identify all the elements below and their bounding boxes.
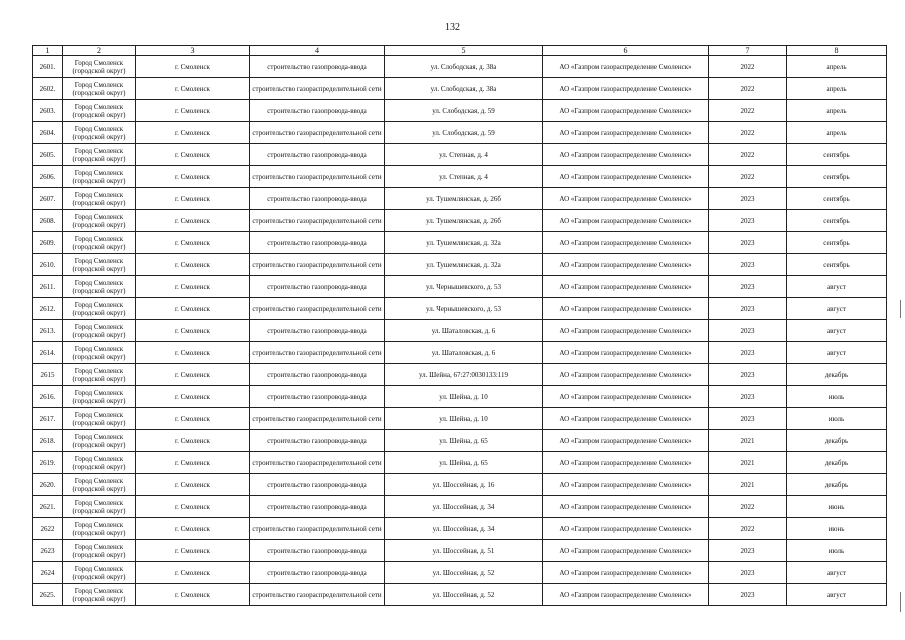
row-number: 2610. — [33, 254, 63, 276]
object-cell: строительство газораспределительной сети — [250, 408, 385, 430]
address-cell: ул. Тушемлянская, д. 26б — [385, 210, 543, 232]
locality-cell: г. Смоленск — [136, 496, 250, 518]
year-cell: 2023 — [709, 364, 787, 386]
address-cell: ул. Шейна, д. 10 — [385, 386, 543, 408]
table-row — [33, 56, 887, 78]
column-number-header: 2 — [63, 46, 136, 56]
year-cell: 2022 — [709, 56, 787, 78]
municipality-cell: Город Смоленск (городской округ) — [63, 166, 136, 188]
month-cell: сентябрь — [787, 166, 887, 188]
locality-cell: г. Смоленск — [136, 562, 250, 584]
organization-cell: АО «Газпром газораспределение Смоленск» — [543, 210, 709, 232]
year-cell: 2023 — [709, 408, 787, 430]
row-number: 2606. — [33, 166, 63, 188]
locality-cell: г. Смоленск — [136, 540, 250, 562]
year-cell: 2022 — [709, 518, 787, 540]
municipality-cell: Город Смоленск (городской округ) — [63, 276, 136, 298]
municipality-cell: Город Смоленск (городской округ) — [63, 122, 136, 144]
object-cell: строительство газопровода-ввода — [250, 496, 385, 518]
column-number-header: 3 — [136, 46, 250, 56]
table-row — [33, 320, 887, 342]
month-cell: сентябрь — [787, 210, 887, 232]
address-cell: ул. Шоссейная, д. 52 — [385, 562, 543, 584]
year-cell: 2023 — [709, 386, 787, 408]
row-number: 2618. — [33, 430, 63, 452]
month-cell: август — [787, 298, 887, 320]
address-cell: ул. Чернышевского, д. 53 — [385, 298, 543, 320]
address-cell: ул. Шейна, д. 10 — [385, 408, 543, 430]
object-cell: строительство газопровода-ввода — [250, 276, 385, 298]
address-cell: ул. Слободская, д. 38а — [385, 56, 543, 78]
year-cell: 2022 — [709, 100, 787, 122]
month-cell: август — [787, 584, 887, 606]
year-cell: 2022 — [709, 166, 787, 188]
table-row — [33, 430, 887, 452]
address-cell: ул. Тушемлянская, д. 32а — [385, 232, 543, 254]
municipality-cell: Город Смоленск (городской округ) — [63, 584, 136, 606]
organization-cell: АО «Газпром газораспределение Смоленск» — [543, 496, 709, 518]
address-cell: ул. Степная, д. 4 — [385, 144, 543, 166]
month-cell: апрель — [787, 56, 887, 78]
year-cell: 2023 — [709, 276, 787, 298]
year-cell: 2021 — [709, 452, 787, 474]
month-cell: апрель — [787, 122, 887, 144]
year-cell: 2022 — [709, 78, 787, 100]
object-cell: строительство газопровода-ввода — [250, 320, 385, 342]
organization-cell: АО «Газпром газораспределение Смоленск» — [543, 166, 709, 188]
locality-cell: г. Смоленск — [136, 474, 250, 496]
month-cell: декабрь — [787, 474, 887, 496]
locality-cell: г. Смоленск — [136, 188, 250, 210]
row-number: 2617. — [33, 408, 63, 430]
month-cell: сентябрь — [787, 232, 887, 254]
municipality-cell: Город Смоленск (городской округ) — [63, 518, 136, 540]
municipality-cell: Город Смоленск (городской округ) — [63, 386, 136, 408]
gasification-registry-table — [32, 45, 887, 606]
locality-cell: г. Смоленск — [136, 254, 250, 276]
municipality-cell: Город Смоленск (городской округ) — [63, 562, 136, 584]
locality-cell: г. Смоленск — [136, 122, 250, 144]
table-row — [33, 562, 887, 584]
row-number: 2622 — [33, 518, 63, 540]
row-number: 2619. — [33, 452, 63, 474]
organization-cell: АО «Газпром газораспределение Смоленск» — [543, 342, 709, 364]
year-cell: 2023 — [709, 188, 787, 210]
organization-cell: АО «Газпром газораспределение Смоленск» — [543, 320, 709, 342]
table-row — [33, 496, 887, 518]
locality-cell: г. Смоленск — [136, 298, 250, 320]
object-cell: строительство газораспределительной сети — [250, 584, 385, 606]
object-cell: строительство газораспределительной сети — [250, 518, 385, 540]
object-cell: строительство газораспределительной сети — [250, 78, 385, 100]
scan-edge-mark — [900, 592, 901, 612]
year-cell: 2022 — [709, 144, 787, 166]
column-number-header: 5 — [385, 46, 543, 56]
row-number: 2620. — [33, 474, 63, 496]
locality-cell: г. Смоленск — [136, 320, 250, 342]
month-cell: сентябрь — [787, 188, 887, 210]
object-cell: строительство газораспределительной сети — [250, 452, 385, 474]
object-cell: строительство газораспределительной сети — [250, 166, 385, 188]
month-cell: сентябрь — [787, 144, 887, 166]
municipality-cell: Город Смоленск (городской округ) — [63, 408, 136, 430]
year-cell: 2023 — [709, 320, 787, 342]
locality-cell: г. Смоленск — [136, 408, 250, 430]
organization-cell: АО «Газпром газораспределение Смоленск» — [543, 386, 709, 408]
object-cell: строительство газораспределительной сети — [250, 254, 385, 276]
table-row — [33, 254, 887, 276]
table-row — [33, 518, 887, 540]
address-cell: ул. Степная, д. 4 — [385, 166, 543, 188]
municipality-cell: Город Смоленск (городской округ) — [63, 100, 136, 122]
row-number: 2623 — [33, 540, 63, 562]
row-number: 2607. — [33, 188, 63, 210]
object-cell: строительство газопровода-ввода — [250, 232, 385, 254]
organization-cell: АО «Газпром газораспределение Смоленск» — [543, 276, 709, 298]
municipality-cell: Город Смоленск (городской округ) — [63, 364, 136, 386]
table-row — [33, 188, 887, 210]
table-row — [33, 166, 887, 188]
table-row — [33, 452, 887, 474]
year-cell: 2023 — [709, 210, 787, 232]
object-cell: строительство газораспределительной сети — [250, 342, 385, 364]
row-number: 2612. — [33, 298, 63, 320]
table-row — [33, 342, 887, 364]
year-cell: 2022 — [709, 496, 787, 518]
locality-cell: г. Смоленск — [136, 430, 250, 452]
locality-cell: г. Смоленск — [136, 166, 250, 188]
row-number: 2613. — [33, 320, 63, 342]
locality-cell: г. Смоленск — [136, 56, 250, 78]
column-number-header: 8 — [787, 46, 887, 56]
organization-cell: АО «Газпром газораспределение Смоленск» — [543, 562, 709, 584]
address-cell: ул. Слободская, д. 59 — [385, 100, 543, 122]
organization-cell: АО «Газпром газораспределение Смоленск» — [543, 56, 709, 78]
month-cell: апрель — [787, 78, 887, 100]
address-cell: ул. Тушемлянская, д. 26б — [385, 188, 543, 210]
municipality-cell: Город Смоленск (городской округ) — [63, 298, 136, 320]
row-number: 2624 — [33, 562, 63, 584]
month-cell: июль — [787, 540, 887, 562]
table-row — [33, 584, 887, 606]
month-cell: декабрь — [787, 430, 887, 452]
month-cell: декабрь — [787, 364, 887, 386]
table-row — [33, 540, 887, 562]
locality-cell: г. Смоленск — [136, 78, 250, 100]
object-cell: строительство газопровода-ввода — [250, 188, 385, 210]
municipality-cell: Город Смоленск (городской округ) — [63, 540, 136, 562]
municipality-cell: Город Смоленск (городской округ) — [63, 188, 136, 210]
object-cell: строительство газопровода-ввода — [250, 562, 385, 584]
object-cell: строительство газораспределительной сети — [250, 210, 385, 232]
locality-cell: г. Смоленск — [136, 386, 250, 408]
address-cell: ул. Шоссейная, д. 34 — [385, 496, 543, 518]
month-cell: июль — [787, 386, 887, 408]
row-number: 2625. — [33, 584, 63, 606]
table-row — [33, 298, 887, 320]
table-row — [33, 144, 887, 166]
month-cell: апрель — [787, 100, 887, 122]
municipality-cell: Город Смоленск (городской округ) — [63, 452, 136, 474]
address-cell: ул. Шоссейная, д. 16 — [385, 474, 543, 496]
year-cell: 2023 — [709, 232, 787, 254]
row-number: 2615 — [33, 364, 63, 386]
municipality-cell: Город Смоленск (городской округ) — [63, 496, 136, 518]
object-cell: строительство газопровода-ввода — [250, 430, 385, 452]
municipality-cell: Город Смоленск (городской округ) — [63, 430, 136, 452]
object-cell: строительство газораспределительной сети — [250, 298, 385, 320]
page-number: 132 — [445, 22, 460, 33]
municipality-cell: Город Смоленск (городской округ) — [63, 144, 136, 166]
month-cell: декабрь — [787, 452, 887, 474]
address-cell: ул. Шаталовская, д. 6 — [385, 320, 543, 342]
month-cell: июнь — [787, 518, 887, 540]
year-cell: 2023 — [709, 298, 787, 320]
table-row — [33, 276, 887, 298]
object-cell: строительство газопровода-ввода — [250, 474, 385, 496]
table-row — [33, 122, 887, 144]
organization-cell: АО «Газпром газораспределение Смоленск» — [543, 540, 709, 562]
object-cell: строительство газопровода-ввода — [250, 100, 385, 122]
address-cell: ул. Шоссейная, д. 52 — [385, 584, 543, 606]
organization-cell: АО «Газпром газораспределение Смоленск» — [543, 474, 709, 496]
month-cell: август — [787, 342, 887, 364]
row-number: 2614. — [33, 342, 63, 364]
month-cell: июль — [787, 408, 887, 430]
organization-cell: АО «Газпром газораспределение Смоленск» — [543, 518, 709, 540]
municipality-cell: Город Смоленск (городской округ) — [63, 78, 136, 100]
locality-cell: г. Смоленск — [136, 100, 250, 122]
municipality-cell: Город Смоленск (городской округ) — [63, 254, 136, 276]
object-cell: строительство газораспределительной сети — [250, 122, 385, 144]
organization-cell: АО «Газпром газораспределение Смоленск» — [543, 364, 709, 386]
year-cell: 2021 — [709, 430, 787, 452]
month-cell: август — [787, 320, 887, 342]
locality-cell: г. Смоленск — [136, 364, 250, 386]
row-number: 2616. — [33, 386, 63, 408]
address-cell: ул. Шейна, 67:27:0030133:119 — [385, 364, 543, 386]
locality-cell: г. Смоленск — [136, 232, 250, 254]
month-cell: август — [787, 276, 887, 298]
municipality-cell: Город Смоленск (городской округ) — [63, 474, 136, 496]
object-cell: строительство газопровода-ввода — [250, 540, 385, 562]
organization-cell: АО «Газпром газораспределение Смоленск» — [543, 584, 709, 606]
column-number-header: 6 — [543, 46, 709, 56]
table-body — [33, 56, 887, 606]
locality-cell: г. Смоленск — [136, 584, 250, 606]
address-cell: ул. Тушемлянская, д. 32а — [385, 254, 543, 276]
table-row — [33, 210, 887, 232]
scan-edge-mark — [900, 300, 901, 318]
municipality-cell: Город Смоленск (городской округ) — [63, 342, 136, 364]
column-number-header: 1 — [33, 46, 63, 56]
address-cell: ул. Слободская, д. 59 — [385, 122, 543, 144]
row-number: 2604. — [33, 122, 63, 144]
table-row — [33, 364, 887, 386]
locality-cell: г. Смоленск — [136, 210, 250, 232]
year-cell: 2023 — [709, 562, 787, 584]
row-number: 2608. — [33, 210, 63, 232]
organization-cell: АО «Газпром газораспределение Смоленск» — [543, 430, 709, 452]
organization-cell: АО «Газпром газораспределение Смоленск» — [543, 232, 709, 254]
column-number-row — [33, 46, 887, 56]
locality-cell: г. Смоленск — [136, 342, 250, 364]
row-number: 2611. — [33, 276, 63, 298]
locality-cell: г. Смоленск — [136, 276, 250, 298]
year-cell: 2023 — [709, 540, 787, 562]
address-cell: ул. Шаталовская, д. 6 — [385, 342, 543, 364]
object-cell: строительство газопровода-ввода — [250, 386, 385, 408]
object-cell: строительство газопровода-ввода — [250, 56, 385, 78]
table-row — [33, 100, 887, 122]
row-number: 2605. — [33, 144, 63, 166]
municipality-cell: Город Смоленск (городской округ) — [63, 210, 136, 232]
year-cell: 2022 — [709, 122, 787, 144]
year-cell: 2023 — [709, 254, 787, 276]
table-row — [33, 474, 887, 496]
locality-cell: г. Смоленск — [136, 144, 250, 166]
organization-cell: АО «Газпром газораспределение Смоленск» — [543, 144, 709, 166]
row-number: 2621. — [33, 496, 63, 518]
object-cell: строительство газопровода-ввода — [250, 364, 385, 386]
year-cell: 2023 — [709, 584, 787, 606]
municipality-cell: Город Смоленск (городской округ) — [63, 320, 136, 342]
municipality-cell: Город Смоленск (городской округ) — [63, 56, 136, 78]
table-row — [33, 408, 887, 430]
organization-cell: АО «Газпром газораспределение Смоленск» — [543, 78, 709, 100]
month-cell: август — [787, 562, 887, 584]
year-cell: 2021 — [709, 474, 787, 496]
year-cell: 2023 — [709, 342, 787, 364]
municipality-cell: Город Смоленск (городской округ) — [63, 232, 136, 254]
organization-cell: АО «Газпром газораспределение Смоленск» — [543, 254, 709, 276]
address-cell: ул. Слободская, д. 38а — [385, 78, 543, 100]
organization-cell: АО «Газпром газораспределение Смоленск» — [543, 122, 709, 144]
month-cell: сентябрь — [787, 254, 887, 276]
month-cell: июнь — [787, 496, 887, 518]
table-row — [33, 232, 887, 254]
object-cell: строительство газопровода-ввода — [250, 144, 385, 166]
address-cell: ул. Шейна, д. 65 — [385, 452, 543, 474]
address-cell: ул. Чернышевского, д. 53 — [385, 276, 543, 298]
address-cell: ул. Шоссейная, д. 51 — [385, 540, 543, 562]
table-row — [33, 78, 887, 100]
address-cell: ул. Шоссейная, д. 34 — [385, 518, 543, 540]
organization-cell: АО «Газпром газораспределение Смоленск» — [543, 100, 709, 122]
address-cell: ул. Шейна, д. 65 — [385, 430, 543, 452]
organization-cell: АО «Газпром газораспределение Смоленск» — [543, 298, 709, 320]
row-number: 2609. — [33, 232, 63, 254]
row-number: 2602. — [33, 78, 63, 100]
table-row — [33, 386, 887, 408]
locality-cell: г. Смоленск — [136, 518, 250, 540]
organization-cell: АО «Газпром газораспределение Смоленск» — [543, 452, 709, 474]
row-number: 2603. — [33, 100, 63, 122]
column-number-header: 7 — [709, 46, 787, 56]
organization-cell: АО «Газпром газораспределение Смоленск» — [543, 408, 709, 430]
column-number-header: 4 — [250, 46, 385, 56]
row-number: 2601. — [33, 56, 63, 78]
locality-cell: г. Смоленск — [136, 452, 250, 474]
organization-cell: АО «Газпром газораспределение Смоленск» — [543, 188, 709, 210]
